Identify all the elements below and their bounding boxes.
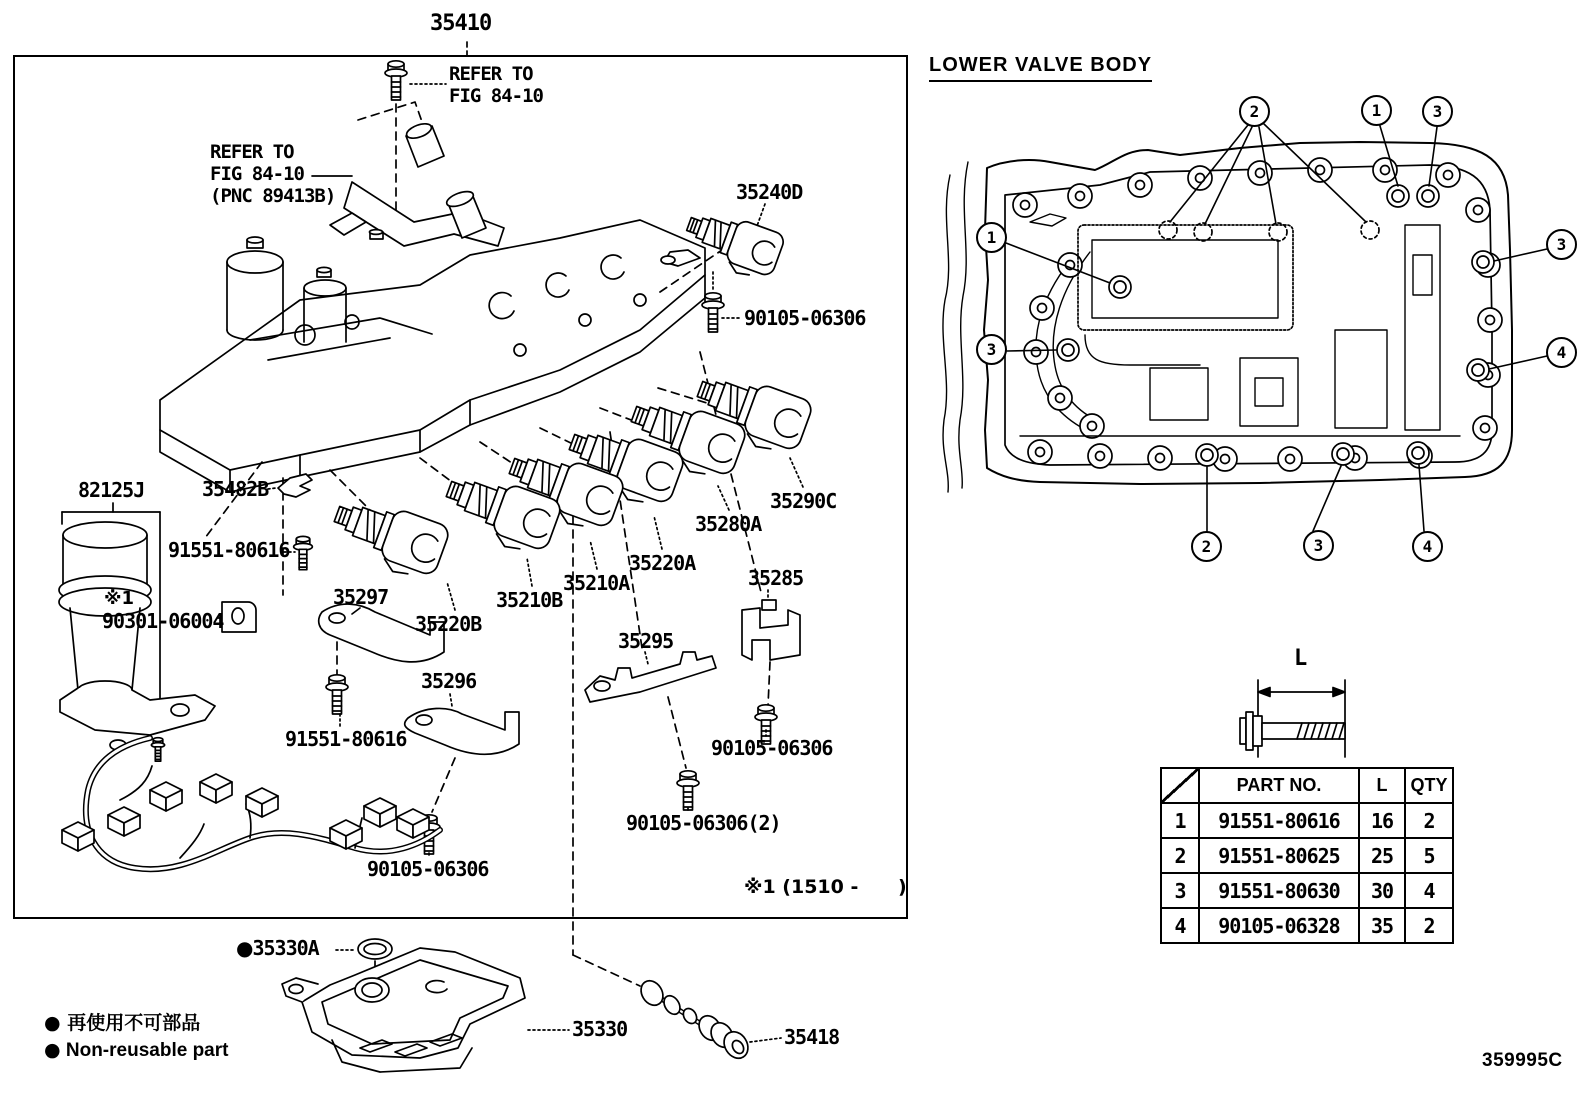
right-panel-title: LOWER VALVE BODY (929, 54, 1152, 82)
callout-2-bottom: 2 (1191, 531, 1222, 562)
row-part-no: 91551-80625 (1199, 838, 1359, 873)
part-label-90105-06306-x2: 90105-06306(2) (626, 811, 781, 835)
part-label-35330: 35330 (572, 1017, 628, 1041)
callout-3-left: 3 (976, 334, 1007, 365)
figure-code: 359995C (1482, 1050, 1563, 1071)
table-corner-cell (1161, 768, 1199, 803)
lower-valve-body-drawing (943, 142, 1512, 492)
callout-4-bottom: 4 (1412, 531, 1443, 562)
row-part-no: 91551-80630 (1199, 873, 1359, 908)
col-header-qty: QTY (1405, 768, 1453, 803)
row-index: 3 (1161, 873, 1199, 908)
row-part-no: 91551-80616 (1199, 803, 1359, 838)
col-header-l: L (1359, 768, 1405, 803)
legend-notes (44, 1008, 228, 1066)
refer-note-pnc-line1: REFER TO (210, 141, 294, 163)
callout-1-left: 1 (976, 222, 1007, 253)
refer-note-top-line1: REFER TO (449, 63, 533, 85)
part-label-35220a: 35220A (629, 551, 696, 575)
part-label-35482b: 35482B (202, 477, 269, 501)
bolt-dimension-drawing (1240, 680, 1345, 757)
row-qty: 4 (1405, 873, 1453, 908)
bolt-size-table (1160, 767, 1454, 944)
callout-3-right: 3 (1546, 229, 1577, 260)
part-label-90105-06306-bottom: 90105-06306 (367, 857, 489, 881)
non-reusable-bullet-icon: ● (44, 1039, 61, 1061)
applicability-note: ※1 (1510 - ) (744, 876, 907, 898)
part-label-91551-80616-lower: 91551-80616 (285, 727, 407, 751)
row-qty: 5 (1405, 838, 1453, 873)
dimension-label-l: L (1294, 646, 1307, 671)
part-label-35280a: 35280A (695, 512, 762, 536)
non-reusable-bullet-icon: ● (44, 1012, 61, 1034)
filter-35330-drawing (282, 948, 569, 1072)
row-qty: 2 (1405, 908, 1453, 943)
table-row (1161, 838, 1453, 873)
part-label-35240d: 35240D (736, 180, 803, 204)
row-index: 4 (1161, 908, 1199, 943)
callout-3-top: 3 (1422, 96, 1453, 127)
row-length: 16 (1359, 803, 1405, 838)
row-index: 1 (1161, 803, 1199, 838)
part-label-82125j: 82125J (78, 478, 145, 502)
non-reusable-bullet-icon: ● (236, 936, 253, 960)
table-header-row (1161, 768, 1453, 803)
part-label-35210a: 35210A (563, 571, 630, 595)
part-label-35330a: ●35330A (236, 936, 319, 960)
callout-1-top: 1 (1361, 95, 1392, 126)
col-header-part-no: PART NO. (1199, 768, 1359, 803)
row-length: 35 (1359, 908, 1405, 943)
part-label-90105-06306-top: 90105-06306 (744, 306, 866, 330)
row-length: 25 (1359, 838, 1405, 873)
refer-note-top-line2: FIG 84-10 (449, 85, 543, 107)
part-label-35418: 35418 (784, 1025, 840, 1049)
part-label-35297: 35297 (333, 585, 389, 609)
table-row (1161, 908, 1453, 943)
ref-mark-1: ※1 (104, 588, 135, 609)
row-qty: 2 (1405, 803, 1453, 838)
legend-note-en: ● Non-reusable part (44, 1039, 229, 1061)
legend-note-jp: ● 再使用不可部品 (44, 1012, 201, 1034)
part-label-35210b: 35210B (496, 588, 563, 612)
part-label-35295: 35295 (618, 629, 674, 653)
part-label-90301-06004: 90301-06004 (102, 609, 224, 633)
part-label-35285: 35285 (748, 566, 804, 590)
part-label-90105-06306-mid: 90105-06306 (711, 736, 833, 760)
table-row (1161, 873, 1453, 908)
callout-4-right: 4 (1546, 337, 1577, 368)
row-part-no: 90105-06328 (1199, 908, 1359, 943)
valve-35418-drawing (637, 977, 781, 1063)
part-label-35410: 35410 (430, 11, 492, 36)
part-label-35290c: 35290C (770, 489, 837, 513)
refer-note-pnc-line2: FIG 84-10 (210, 163, 304, 185)
part-label-35296: 35296 (421, 669, 477, 693)
part-label-35220b: 35220B (415, 612, 482, 636)
callout-3-bottom: 3 (1303, 530, 1334, 561)
callout-2-top: 2 (1239, 96, 1270, 127)
row-index: 2 (1161, 838, 1199, 873)
table-row (1161, 803, 1453, 838)
refer-note-pnc-line3: (PNC 89413B) (210, 185, 336, 207)
row-length: 30 (1359, 873, 1405, 908)
part-label-91551-80616-upper: 91551-80616 (168, 538, 290, 562)
